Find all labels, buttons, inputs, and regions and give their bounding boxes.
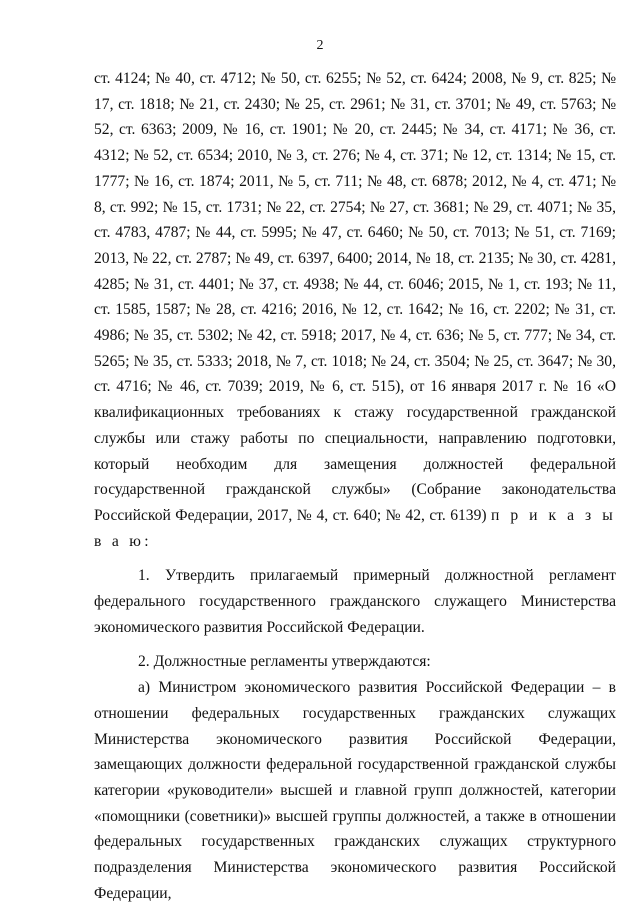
document-body [94,66,616,907]
order-word: п р и к а з ы в а ю: [94,506,617,550]
citation-paragraph [94,66,616,554]
citation-text: ст. 4124; № 40, ст. 4712; № 50, ст. 6255; № 52, ст. 6424; 2008, № 9, ст. 825; № 17, ст. 1818; № 21, ст. 2430; № 25, ст. 2961; № 31, ст. 3701; № 49, ст. 5763; № 52, ст. 6363; 2009, № 16, ст. 1901; № 20, ст. 2445; № 34, ст. 4171; № 36, ст. 4312; № 52, ст. 6534; 2010, № 3, ст. 276; № 4, ст. 371; № 12, ст. 1314; № 15, ст. 1777; № 16, ст. 1874; 2011, № 5, ст. 711; № 48, ст. 6878; 2012, № 4, ст. 471; № 8, ст. 992; № 15, ст. 1731; № 22, ст. 2754; № 27, ст. 3681; № 29, ст. 4071; № 35, ст. 4783, 4787; № 44, ст. 5995; № 47, ст. 6460; № 50, ст. 7013; № 51, ст. 7169; 2013, № 22, ст. 2787; № 49, ст. 6397, 6400; 2014, № 18, ст. 2135; № 30, ст. 4281, 4285; № 31, ст. 4401; № 37, ст. 4938; № 44, ст. 6046; 2015, № 1, ст. 193; № 11, ст. 1585, 1587; № 28, ст. 4216; 2016, № 12, ст. 1642; № 16, ст. 2202; № 31, ст. 4986; № 35, ст. 5302; № 42, ст. 5918; 2017, № 4, ст. 636; № 5, ст. 777; № 34, ст. 5265; № 35, ст. 5333; 2018, № 7, ст. 1018; № 24, ст. 3504; № 25, ст. 3647; № 30, ст. 4716; № 46, ст. 7039; 2019, № 6, ст. 515), от 16 января 2017 г. № 16 «О квалификационных требованиях к стажу государственной гражданской службы или стажу работы по специальности, направлению подготовки, который необходим для замещения должностей федеральной государственной гражданской службы» (Собрание законодательства Российской Федерации, 2017, № 4, ст. 640; № 42, ст. 6139) [94,70,616,524]
item-2-paragraph: 2. Должностные регламенты утверждаются: [138,653,431,671]
item-1-paragraph: 1. Утвердить прилагаемый примерный должностной регламент федерального государственного гражданского служащего Министерства экономического развития Российской Федерации. [94,567,616,636]
page-number: 2 [316,38,324,53]
item-2a-paragraph: а) Министром экономического развития Российской Федерации – в отношении федеральных государственных гражданских служащих Министерства экономического развития Российской Федерации, замещающих должности федеральной государственной гражданской службы категории «руководители» высшей и главной групп должностей, категории «помощники (советники)» высшей группы должностей, а также в отношении федеральных государственных гражданских служащих структурного подразделения Министерства экономического развития Российской Федерации, [94,679,616,902]
